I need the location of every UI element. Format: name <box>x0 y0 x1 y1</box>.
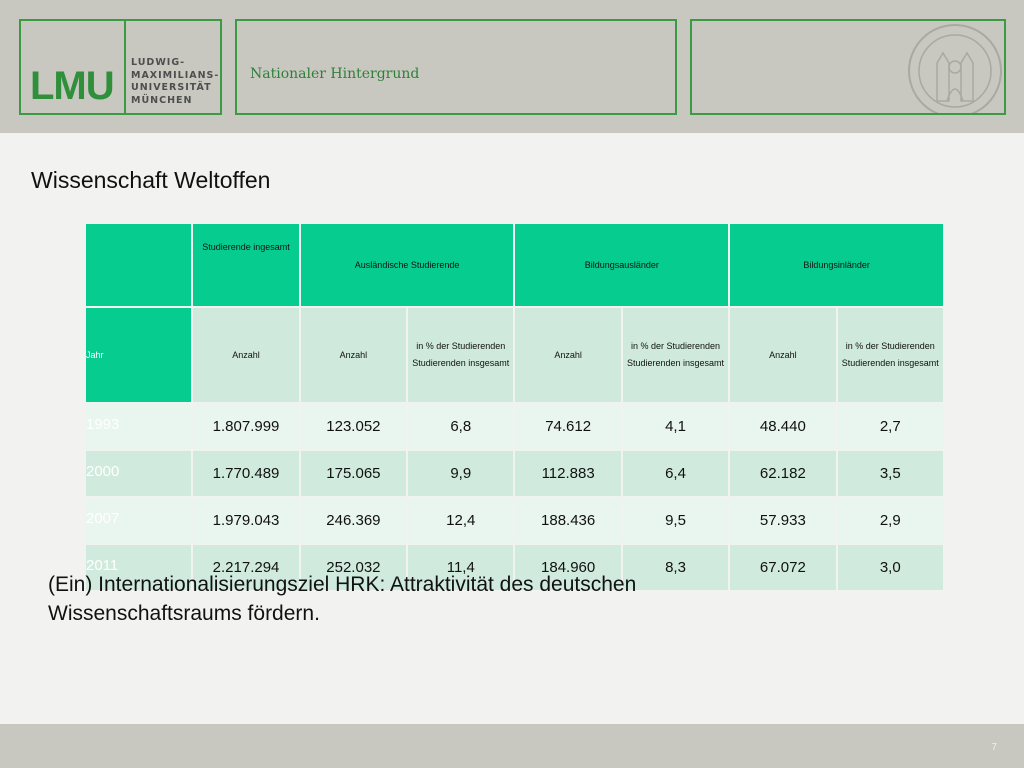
logo-divider <box>124 19 126 115</box>
col-header-bildungsinlaender: Bildungsinländer <box>730 224 943 306</box>
col-header-anzahl: Anzahl <box>730 308 835 402</box>
table-cell: 6,4 <box>623 451 728 496</box>
table-cell: 11,4 <box>408 545 513 590</box>
logo-line: MAXIMILIANS- <box>131 69 220 81</box>
table-group-header-row <box>86 224 943 306</box>
col-header-studierende: Studierende ingesamt <box>193 224 298 306</box>
table-cell: 62.182 <box>730 451 835 496</box>
table-row <box>86 451 943 496</box>
logo-line: MÜNCHEN <box>131 94 193 106</box>
table-cell: 1.770.489 <box>193 451 298 496</box>
table-corner-cell <box>86 224 191 306</box>
table-cell: 3,0 <box>838 545 943 590</box>
table-cell: 246.369 <box>301 498 406 543</box>
slide-footer <box>0 724 1024 768</box>
row-year: 2007 <box>86 498 191 543</box>
table-cell: 4,1 <box>623 404 728 449</box>
table-cell: 252.032 <box>301 545 406 590</box>
table-cell: 3,5 <box>838 451 943 496</box>
table-cell: 184.960 <box>515 545 620 590</box>
statistics-table <box>84 222 945 592</box>
col-header-anzahl: Anzahl <box>193 308 298 402</box>
table-cell: 123.052 <box>301 404 406 449</box>
slide-header <box>0 0 1024 133</box>
table-cell: 48.440 <box>730 404 835 449</box>
col-header-auslaendische: Ausländische Studierende <box>301 224 514 306</box>
table-cell: 9,5 <box>623 498 728 543</box>
table-cell: 6,8 <box>408 404 513 449</box>
table-cell: 188.436 <box>515 498 620 543</box>
slide-body-text: (Ein) Internationalisierungsziel HRK: Attraktivität des deutschen Wissenschaftsraums fördern. <box>48 573 637 625</box>
col-header-anzahl: Anzahl <box>515 308 620 402</box>
slide-title: Wissenschaft Weltoffen <box>31 167 271 193</box>
col-header-percent: in % der Studierenden Studierenden insgesamt <box>408 308 513 402</box>
table-cell: 112.883 <box>515 451 620 496</box>
table-row <box>86 498 943 543</box>
col-header-percent: in % der Studierenden Studierenden insgesamt <box>838 308 943 402</box>
university-seal-icon <box>907 23 1003 115</box>
table-cell: 175.065 <box>301 451 406 496</box>
logo-line: LUDWIG- <box>131 57 186 68</box>
table-cell: 12,4 <box>408 498 513 543</box>
lmu-logo-mark: LMU <box>30 64 114 108</box>
header-title: Nationaler Hintergrund <box>250 66 420 82</box>
row-year: 2000 <box>86 451 191 496</box>
seal-box <box>690 19 1006 115</box>
table-row <box>86 404 943 449</box>
table-cell: 1.807.999 <box>193 404 298 449</box>
row-year: 2011 <box>86 545 191 590</box>
lmu-logo-text <box>131 57 219 107</box>
table-cell: 2,9 <box>838 498 943 543</box>
table-cell: 67.072 <box>730 545 835 590</box>
table-subheader-row <box>86 308 943 402</box>
table-cell: 9,9 <box>408 451 513 496</box>
col-header-jahr: Jahr <box>86 308 191 402</box>
col-header-anzahl: Anzahl <box>301 308 406 402</box>
table-cell: 2,7 <box>838 404 943 449</box>
page-number: 7 <box>991 742 997 753</box>
table-cell: 1.979.043 <box>193 498 298 543</box>
logo-line: UNIVERSITÄT <box>131 82 212 93</box>
table-cell: 57.933 <box>730 498 835 543</box>
col-header-percent: in % der Studierenden Studierenden insgesamt <box>623 308 728 402</box>
table-cell: 8,3 <box>623 545 728 590</box>
col-header-bildungsauslaender: Bildungsausländer <box>515 224 728 306</box>
table-cell: 74.612 <box>515 404 620 449</box>
row-year: 1993 <box>86 404 191 449</box>
table-cell: 2.217.294 <box>193 545 298 590</box>
